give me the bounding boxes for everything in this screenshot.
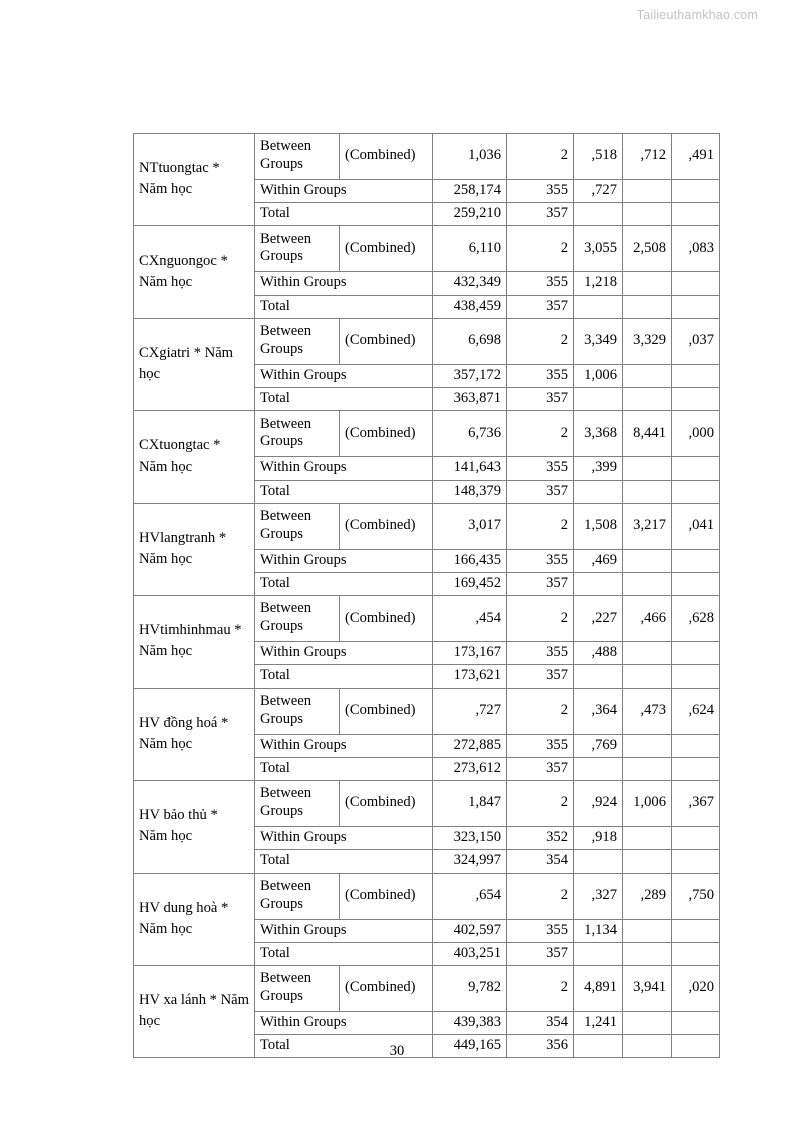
degrees-of-freedom: 2 [507,134,574,180]
degrees-of-freedom: 355 [507,549,574,572]
sum-of-squares: 173,167 [433,642,507,665]
table-row [134,781,720,827]
significance-value-empty [672,1011,720,1034]
mean-square-empty [574,942,623,965]
source-within-groups: Within Groups [255,642,433,665]
source-between-groups: Between Groups [255,781,340,827]
sum-of-squares: 9,782 [433,965,507,1011]
method-combined: (Combined) [340,781,433,827]
table-row [134,965,720,1011]
degrees-of-freedom: 2 [507,596,574,642]
degrees-of-freedom: 355 [507,364,574,387]
degrees-of-freedom: 357 [507,757,574,780]
f-value: 3,217 [623,503,672,549]
mean-square: ,518 [574,134,623,180]
method-combined: (Combined) [340,596,433,642]
mean-square: ,327 [574,873,623,919]
mean-square-empty [574,757,623,780]
variable-label: HV xa lánh * Năm học [134,965,255,1057]
sum-of-squares: 173,621 [433,665,507,688]
f-value-empty [623,850,672,873]
degrees-of-freedom: 356 [507,1035,574,1058]
source-within-groups: Within Groups [255,1011,433,1034]
f-value: 8,441 [623,411,672,457]
sum-of-squares: 402,597 [433,919,507,942]
method-combined: (Combined) [340,411,433,457]
mean-square: 1,241 [574,1011,623,1034]
mean-square: 4,891 [574,965,623,1011]
source-within-groups: Within Groups [255,549,433,572]
watermark-text: Tailieuthamkhao.com [636,8,758,22]
mean-square: ,727 [574,180,623,203]
degrees-of-freedom: 2 [507,873,574,919]
sum-of-squares: 363,871 [433,388,507,411]
sum-of-squares: 258,174 [433,180,507,203]
variable-label: CXnguongoc * Năm học [134,226,255,318]
sum-of-squares: 3,017 [433,503,507,549]
table-row [134,503,720,549]
table-row [134,596,720,642]
degrees-of-freedom: 354 [507,1011,574,1034]
f-value-empty [623,919,672,942]
source-within-groups: Within Groups [255,457,433,480]
degrees-of-freedom: 357 [507,572,574,595]
degrees-of-freedom: 357 [507,665,574,688]
f-value-empty [623,1011,672,1034]
variable-label: HV dung hoà * Năm học [134,873,255,965]
f-value-empty [623,572,672,595]
degrees-of-freedom: 352 [507,827,574,850]
f-value-empty [623,388,672,411]
significance-value-empty [672,572,720,595]
variable-label: HVtimhinhmau * Năm học [134,596,255,688]
mean-square-empty [574,665,623,688]
sum-of-squares: 323,150 [433,827,507,850]
source-total: Total [255,480,433,503]
f-value: ,473 [623,688,672,734]
table-row [134,411,720,457]
sum-of-squares: 324,997 [433,850,507,873]
sum-of-squares: 449,165 [433,1035,507,1058]
sum-of-squares: 169,452 [433,572,507,595]
source-between-groups: Between Groups [255,503,340,549]
table-row [134,226,720,272]
significance-value-empty [672,850,720,873]
significance-value-empty [672,295,720,318]
page-number: 30 [389,1043,405,1059]
mean-square: ,399 [574,457,623,480]
method-combined: (Combined) [340,873,433,919]
variable-label: CXtuongtac * Năm học [134,411,255,503]
degrees-of-freedom: 357 [507,480,574,503]
source-within-groups: Within Groups [255,180,433,203]
sum-of-squares: ,727 [433,688,507,734]
sum-of-squares: 272,885 [433,734,507,757]
f-value: 3,329 [623,318,672,364]
f-value-empty [623,295,672,318]
significance-value: ,624 [672,688,720,734]
mean-square: ,469 [574,549,623,572]
significance-value-empty [672,364,720,387]
sum-of-squares: ,454 [433,596,507,642]
source-total: Total [255,203,433,226]
f-value-empty [623,364,672,387]
sum-of-squares: 148,379 [433,480,507,503]
mean-square-empty [574,295,623,318]
degrees-of-freedom: 354 [507,850,574,873]
sum-of-squares: 273,612 [433,757,507,780]
significance-value-empty [672,942,720,965]
f-value-empty [623,942,672,965]
f-value: 3,941 [623,965,672,1011]
f-value: ,466 [623,596,672,642]
significance-value-empty [672,549,720,572]
sum-of-squares: 259,210 [433,203,507,226]
table-row [134,873,720,919]
method-combined: (Combined) [340,688,433,734]
significance-value: ,083 [672,226,720,272]
source-total: Total [255,388,433,411]
anova-table-container [133,133,719,1058]
source-within-groups: Within Groups [255,827,433,850]
source-within-groups: Within Groups [255,272,433,295]
degrees-of-freedom: 2 [507,318,574,364]
sum-of-squares: 432,349 [433,272,507,295]
f-value-empty [623,642,672,665]
significance-value-empty [672,642,720,665]
significance-value-empty [672,757,720,780]
significance-value: ,628 [672,596,720,642]
source-between-groups: Between Groups [255,226,340,272]
f-value-empty [623,665,672,688]
mean-square: ,918 [574,827,623,850]
variable-label: CXgiatri * Năm học [134,318,255,410]
sum-of-squares: 6,110 [433,226,507,272]
sum-of-squares: 6,698 [433,318,507,364]
significance-value-empty [672,203,720,226]
f-value-empty [623,827,672,850]
source-within-groups: Within Groups [255,364,433,387]
source-between-groups: Between Groups [255,596,340,642]
mean-square: 3,349 [574,318,623,364]
source-within-groups: Within Groups [255,919,433,942]
variable-label: HV đồng hoá * Năm học [134,688,255,780]
significance-value: ,367 [672,781,720,827]
degrees-of-freedom: 357 [507,203,574,226]
degrees-of-freedom: 355 [507,642,574,665]
source-between-groups: Between Groups [255,318,340,364]
method-combined: (Combined) [340,134,433,180]
significance-value-empty [672,734,720,757]
degrees-of-freedom: 2 [507,965,574,1011]
method-combined: (Combined) [340,965,433,1011]
table-row [134,688,720,734]
sum-of-squares: 141,643 [433,457,507,480]
table-row [134,134,720,180]
significance-value: ,000 [672,411,720,457]
mean-square-empty [574,480,623,503]
anova-table [133,133,720,1058]
mean-square: 1,134 [574,919,623,942]
sum-of-squares: 6,736 [433,411,507,457]
source-total: Total [255,942,433,965]
mean-square: 1,508 [574,503,623,549]
variable-label: NTtuongtac * Năm học [134,134,255,226]
source-between-groups: Between Groups [255,411,340,457]
variable-label: HVlangtranh * Năm học [134,503,255,595]
method-combined: (Combined) [340,318,433,364]
significance-value: ,491 [672,134,720,180]
degrees-of-freedom: 2 [507,781,574,827]
significance-value: ,750 [672,873,720,919]
f-value: 1,006 [623,781,672,827]
sum-of-squares: 357,172 [433,364,507,387]
f-value-empty [623,203,672,226]
mean-square: ,488 [574,642,623,665]
mean-square-empty [574,850,623,873]
degrees-of-freedom: 355 [507,272,574,295]
source-total: Total [255,1035,433,1058]
mean-square: ,924 [574,781,623,827]
source-between-groups: Between Groups [255,688,340,734]
sum-of-squares: 1,036 [433,134,507,180]
f-value-empty [623,180,672,203]
sum-of-squares: 438,459 [433,295,507,318]
degrees-of-freedom: 2 [507,503,574,549]
degrees-of-freedom: 355 [507,734,574,757]
mean-square: 3,055 [574,226,623,272]
significance-value-empty [672,457,720,480]
table-row [134,318,720,364]
degrees-of-freedom: 355 [507,180,574,203]
sum-of-squares: 439,383 [433,1011,507,1034]
f-value: ,289 [623,873,672,919]
significance-value: ,037 [672,318,720,364]
significance-value-empty [672,180,720,203]
significance-value-empty [672,480,720,503]
mean-square: ,227 [574,596,623,642]
mean-square: 1,218 [574,272,623,295]
source-total: Total [255,572,433,595]
method-combined: (Combined) [340,503,433,549]
f-value: 2,508 [623,226,672,272]
source-total: Total [255,850,433,873]
f-value: ,712 [623,134,672,180]
significance-value-empty [672,665,720,688]
source-total: Total [255,665,433,688]
degrees-of-freedom: 355 [507,919,574,942]
f-value-empty [623,734,672,757]
f-value-empty [623,457,672,480]
mean-square: ,769 [574,734,623,757]
f-value-empty [623,480,672,503]
sum-of-squares: 166,435 [433,549,507,572]
method-combined: (Combined) [340,226,433,272]
variable-label: HV bảo thủ * Năm học [134,781,255,873]
mean-square: ,364 [574,688,623,734]
mean-square-empty [574,203,623,226]
source-total: Total [255,295,433,318]
sum-of-squares: 1,847 [433,781,507,827]
degrees-of-freedom: 2 [507,226,574,272]
degrees-of-freedom: 2 [507,688,574,734]
significance-value-empty [672,272,720,295]
mean-square-empty [574,388,623,411]
degrees-of-freedom: 357 [507,295,574,318]
mean-square: 3,368 [574,411,623,457]
significance-value: ,041 [672,503,720,549]
source-total: Total [255,757,433,780]
degrees-of-freedom: 357 [507,388,574,411]
mean-square-empty [574,572,623,595]
degrees-of-freedom: 355 [507,457,574,480]
source-between-groups: Between Groups [255,873,340,919]
sum-of-squares: ,654 [433,873,507,919]
significance-value-empty [672,919,720,942]
degrees-of-freedom: 2 [507,411,574,457]
significance-value-empty [672,388,720,411]
source-between-groups: Between Groups [255,965,340,1011]
f-value-empty [623,757,672,780]
mean-square: 1,006 [574,364,623,387]
significance-value-empty [672,827,720,850]
degrees-of-freedom: 357 [507,942,574,965]
f-value-empty [623,272,672,295]
f-value-empty [623,549,672,572]
source-between-groups: Between Groups [255,134,340,180]
significance-value: ,020 [672,965,720,1011]
source-within-groups: Within Groups [255,734,433,757]
sum-of-squares: 403,251 [433,942,507,965]
